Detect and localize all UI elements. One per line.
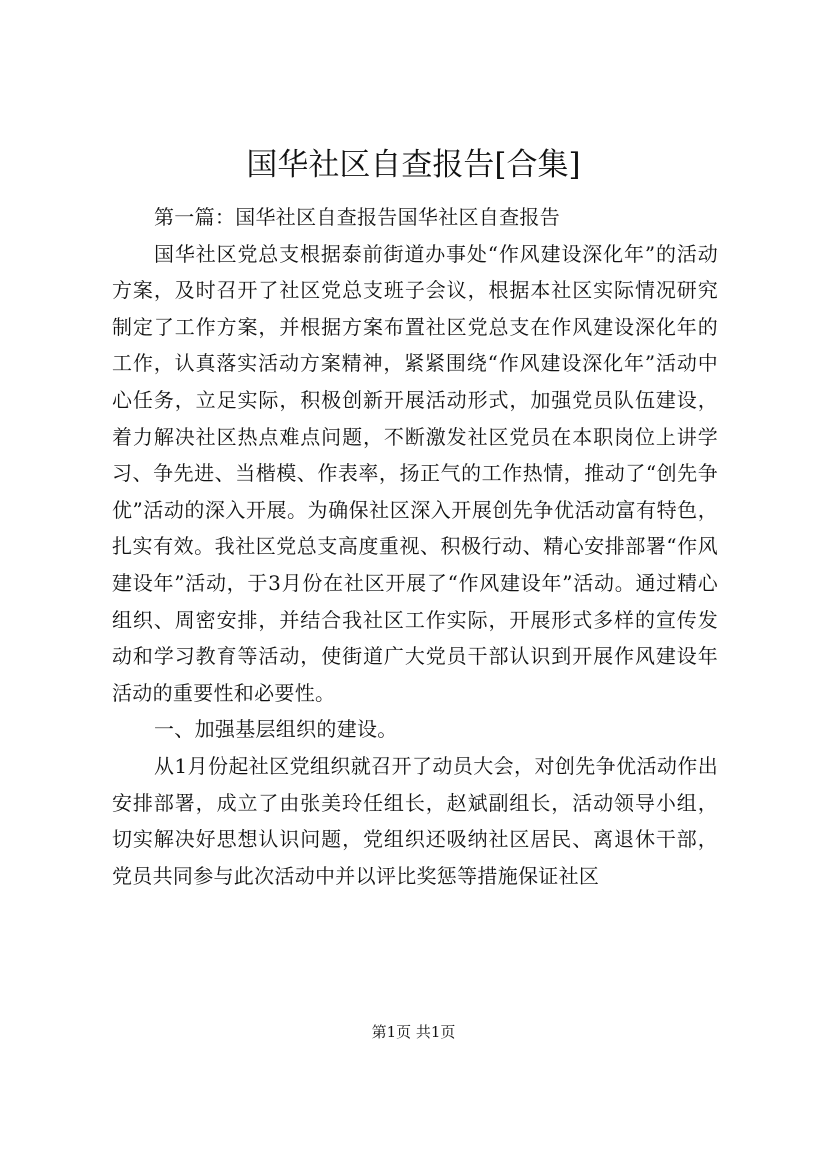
document-title: 国华社区自查报告[合集]	[246, 147, 581, 183]
body-paragraph: 国华社区党总支根据泰前街道办事处“作风建设深化年”的活动方案，及时召开了社区党总支班子会议，根据本社区实际情况研究制定了工作方案，并根据方案布置社区党总支在作风建设深化年的工作，认真落实活动方案精神，紧紧围绕“作风建设深化年”活动中心任务，立足实际，积极创新开展活动形式，加强党员队伍建设，着力解决社区热点难点问题，不断激发社区党员在本职岗位上讲学习、争先进、当楷模、作表率，扬正气的工作热情，推动了“创先争优”活动的深入开展。为确保社区深入开展创先争优活动富有特色，扎实有效。我社区党总支高度重视、积极行动、精心安排部署“作风建设年”活动，于3月份在社区开展了“作风建设年”活动。通过精心组织、周密安排，并结合我社区工作实际，开展形式多样的宣传发动和学习教育等活动，使街道广大党员干部认识到开展作风建设年活动的重要性和必要性。	[112, 241, 718, 705]
section-heading: 第一篇：国华社区自查报告国华社区自查报告	[154, 205, 560, 229]
body-paragraph: 从1月份起社区党组织就召开了动员大会，对创先争优活动作出安排部署，成立了由张美玲任组长，赵斌副组长，活动领导小组，切实解决好思想认识问题，党组织还吸纳社区居民、离退休干部，党员共同参与此次活动中并以评比奖惩等措施保证社区	[112, 753, 718, 888]
subsection-heading: 一、加强基层组织的建设。	[154, 717, 398, 742]
document-body	[112, 199, 718, 894]
page-footer: 第1页 共1页	[371, 1023, 456, 1041]
